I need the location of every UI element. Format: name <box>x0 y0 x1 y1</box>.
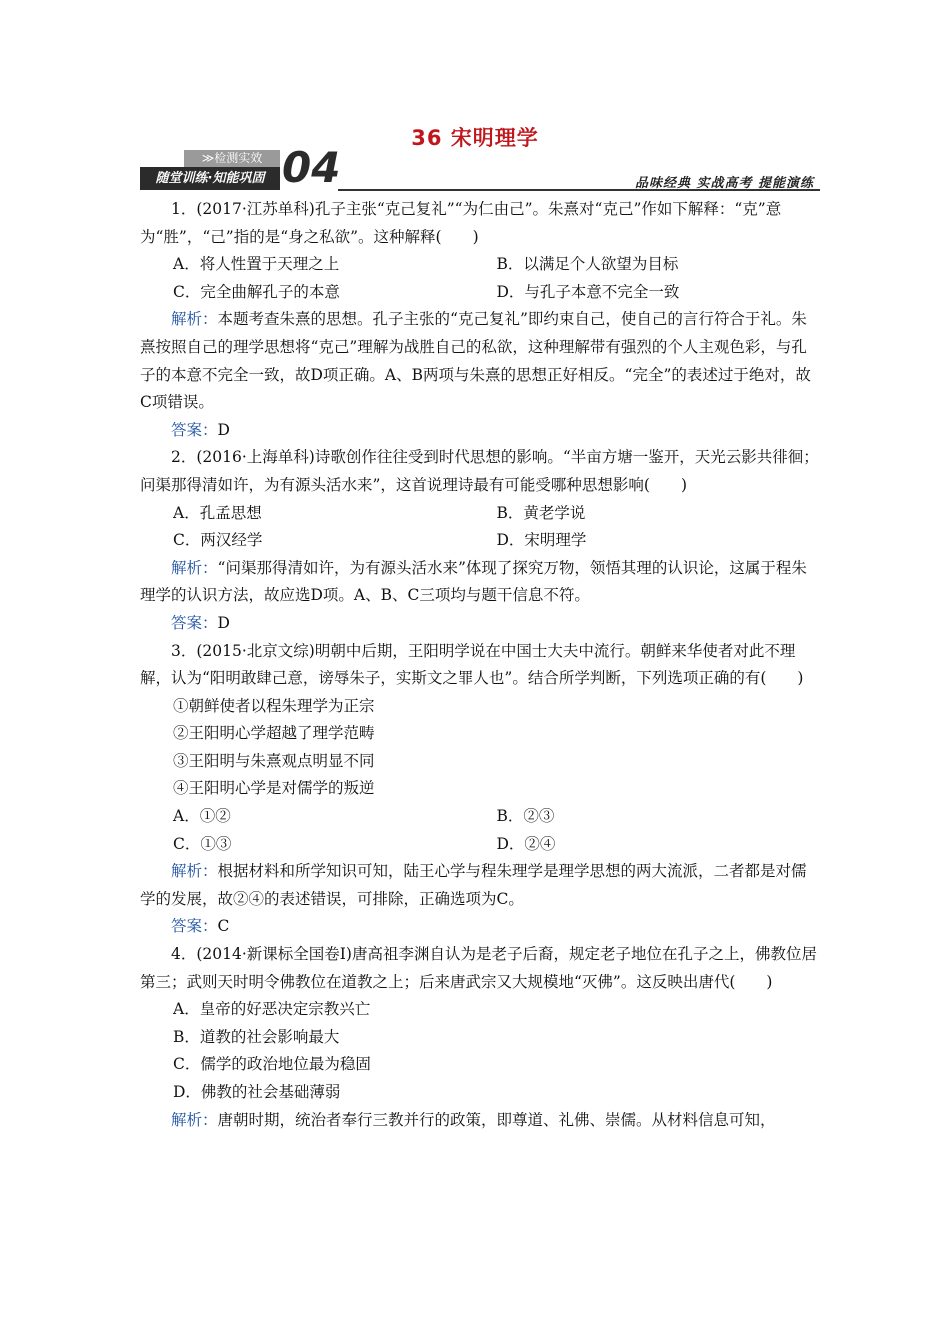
option-a: A．①② <box>173 807 231 826</box>
answer-value: D <box>217 613 230 632</box>
banner-tag: ≫检测实效 <box>184 150 280 167</box>
banner-number: 04 <box>282 143 341 192</box>
option-d: D．佛教的社会基础薄弱 <box>173 1083 341 1101</box>
analysis-label: 解析： <box>171 1110 218 1129</box>
option-b: B．道教的社会影响最大 <box>173 1027 340 1046</box>
option-a: A．皇帝的好恶决定宗教兴亡 <box>173 1000 371 1019</box>
option-d: D．②④ <box>496 834 556 853</box>
option-c: C．完全曲解孔子的本意 <box>173 282 340 301</box>
question-stem: 3．(2015·北京文综)明朝中后期，王阳明学说在中国士大夫中流行。朝鲜来华使者对此不理解，认为“阳明敢肆己意，谤辱朱子，实斯文之罪人也”。结合所学判断，下列选项正确的有( ) <box>140 641 804 688</box>
analysis-text: 唐朝时期，统治者奉行三教并行的政策，即尊道、礼佛、崇儒。从材料信息可知， <box>217 1110 776 1129</box>
option-c: C．两汉经学 <box>173 531 263 550</box>
statement-3: ③王阳明与朱熹观点明显不同 <box>173 751 375 770</box>
answer-value: C <box>217 917 230 936</box>
analysis-text: 本题考查朱熹的思想。孔子主张的“克己复礼”即约束自己，使自己的言行符合于礼。朱熹按照自己的理学思想将“克己”理解为战胜自己的私欲，这种理解带有强烈的个人主观色彩，与孔子的本意不完全一致，故D项正确。A、B两项与朱熹的思想正好相反。“完全”的表述过于绝对，故C项错误。 <box>140 310 811 412</box>
answer <box>140 610 820 638</box>
option-b: B．黄老学说 <box>496 503 586 522</box>
question-1 <box>140 196 820 444</box>
question-4 <box>140 941 820 1134</box>
analysis <box>140 306 820 416</box>
analysis <box>140 1107 820 1135</box>
analysis <box>140 858 820 913</box>
answer-label: 答案： <box>171 420 218 439</box>
question-stem: 1．(2017·江苏单科)孔子主张“克己复礼”“为仁由己”。朱熹对“克己”作如下解释：“克”意为“胜”，“己”指的是“身之私欲”。这种解释( ) <box>140 200 782 246</box>
banner-slogan: 品味经典 实战高考 提能演练 <box>634 176 814 191</box>
page-title: 36 宋明理学 <box>411 126 539 150</box>
banner-main-label: 随堂训练·知能巩固 <box>140 167 280 190</box>
statement-1: ①朝鲜使者以程朱理学为正宗 <box>173 696 375 715</box>
option-a: A．将人性置于天理之上 <box>173 255 340 274</box>
answer <box>140 417 820 445</box>
analysis-text: 根据材料和所学知识可知，陆王心学与程朱理学是理学思想的两大流派，二者都是对儒学的发展，故②④的表述错误，可排除，正确选项为C。 <box>140 862 807 908</box>
option-d: D．与孔子本意不完全一致 <box>496 282 680 301</box>
option-c: C．①③ <box>173 834 232 853</box>
option-d: D．宋明理学 <box>496 531 587 550</box>
analysis-text: “问渠那得清如许，为有源头活水来”体现了探究万物，领悟其理的认识论，这属于程朱理学的认识方法，故应选D项。A、B、C三项均与题干信息不符。 <box>140 558 807 605</box>
question-2 <box>140 444 820 637</box>
question-list <box>140 196 820 1134</box>
option-c: C．儒学的政治地位最为稳固 <box>173 1055 371 1074</box>
answer-label: 答案： <box>171 613 218 632</box>
answer-label: 答案： <box>171 917 218 936</box>
statement-4: ④王阳明心学是对儒学的叛逆 <box>173 779 375 798</box>
option-a: A．孔孟思想 <box>173 503 262 522</box>
question-stem: 4．(2014·新课标全国卷Ⅰ)唐高祖李渊自认为是老子后裔，规定老子地位在孔子之上，佛教位居第三；武则天时明令佛教位在道教之上；后来唐武宗又大规模地“灭佛”。这反映出唐代( ) <box>140 945 817 991</box>
section-banner <box>140 143 820 192</box>
answer <box>140 913 820 941</box>
analysis <box>140 555 820 610</box>
option-b: B．以满足个人欲望为目标 <box>496 255 679 274</box>
question-stem: 2．(2016·上海单科)诗歌创作往往受到时代思想的影响。“半亩方塘一鉴开，天光云影共徘徊；问渠那得清如许，为有源头活水来”，这首说理诗最有可能受哪种思想影响( ) <box>140 448 819 494</box>
answer-value: D <box>217 420 230 439</box>
option-b: B．②③ <box>496 807 555 826</box>
question-3 <box>140 638 820 942</box>
statement-2: ②王阳明心学超越了理学范畴 <box>173 724 375 743</box>
analysis-label: 解析： <box>171 310 218 329</box>
analysis-label: 解析： <box>171 558 218 577</box>
analysis-label: 解析： <box>171 862 218 881</box>
